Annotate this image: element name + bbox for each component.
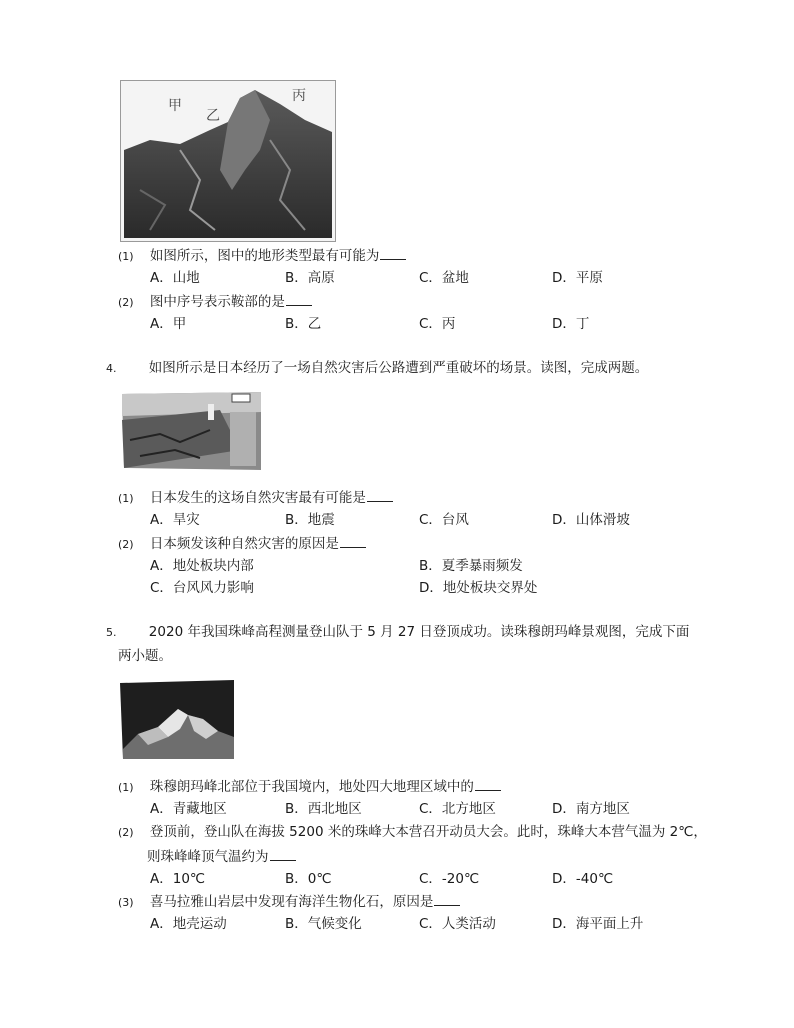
- q5-sub1-text: 珠穆朗玛峰北部位于我国境内，地处四大地理区域中的: [149, 779, 474, 795]
- answer-blank[interactable]: [367, 488, 393, 502]
- mountain-terrain-image: [120, 80, 336, 242]
- q3-sub1: [118, 246, 406, 266]
- q5-sub2-text-line1: 登顶前，登山队在海拔 5200 米的珠峰大本营召开动员大会。此时，珠峰大本营气温为 2℃，: [149, 824, 707, 840]
- q4-num: 4.: [106, 362, 117, 375]
- answer-blank[interactable]: [475, 777, 501, 791]
- answer-blank[interactable]: [434, 892, 460, 906]
- q5-sub2-num: (2): [118, 826, 134, 839]
- q5-sub2-option-a[interactable]: A．10℃: [150, 871, 206, 887]
- q3-sub1-option-b[interactable]: B．高原: [285, 270, 335, 286]
- everest-drawing: [118, 679, 236, 761]
- q4-sub2-num: (2): [118, 538, 134, 551]
- q5-sub1-option-a[interactable]: A．青藏地区: [150, 801, 227, 817]
- q5-sub1-option-b[interactable]: B．西北地区: [285, 801, 362, 817]
- q3-sub2-num: (2): [118, 296, 134, 309]
- q5-sub2-option-c[interactable]: C．-20℃: [419, 871, 480, 887]
- answer-blank[interactable]: [340, 534, 366, 548]
- q5-stem-line1: 2020 年我国珠峰高程测量登山队于 5 月 27 日登顶成功。读珠穆朗玛峰景观图，完成下面: [148, 624, 690, 640]
- q4-sub2: [118, 534, 366, 554]
- q4-sub1-text: 日本发生的这场自然灾害最有可能是: [149, 490, 366, 506]
- q3-sub2-option-a[interactable]: A．甲: [150, 316, 187, 332]
- mountain-terrain-drawing: [120, 80, 336, 242]
- q3-sub1-option-c[interactable]: C．盆地: [419, 270, 469, 286]
- q3-sub2-text: 图中序号表示鞍部的是: [149, 294, 285, 310]
- q5-sub2-option-b[interactable]: B．0℃: [285, 871, 332, 887]
- q3-sub1-option-a[interactable]: A．山地: [150, 270, 200, 286]
- q4-sub1-option-c[interactable]: C．台风: [419, 512, 469, 528]
- q5-sub3-option-c[interactable]: C．人类活动: [419, 916, 496, 932]
- damaged-road-drawing: [120, 390, 263, 472]
- q5-sub3-option-a[interactable]: A．地壳运动: [150, 916, 227, 932]
- damaged-road-image: [120, 390, 263, 472]
- q5-stem: [106, 623, 689, 642]
- q4-stem: [106, 359, 648, 378]
- q5-sub2: [118, 823, 707, 842]
- q5-sub1: [118, 777, 501, 797]
- q5-sub3-num: (3): [118, 896, 134, 909]
- q4-sub2-option-d[interactable]: D．地处板块交界处: [419, 580, 538, 596]
- q3-sub2-option-c[interactable]: C．丙: [419, 316, 456, 332]
- q5-sub2-text-line2: 则珠峰峰顶气温约为: [147, 849, 269, 865]
- q4-sub1-option-b[interactable]: B．地震: [285, 512, 335, 528]
- q4-stem-text: 如图所示是日本经历了一场自然灾害后公路遭到严重破坏的场景。读图，完成两题。: [148, 360, 649, 376]
- q4-sub1-num: (1): [118, 492, 134, 505]
- everest-image: [118, 679, 236, 761]
- label-yi: 乙: [206, 108, 220, 124]
- q3-sub1-text: 如图所示，图中的地形类型最有可能为: [149, 248, 380, 264]
- q5-sub1-num: (1): [118, 781, 134, 794]
- q5-sub3: [118, 892, 460, 912]
- q4-sub2-option-c[interactable]: C．台风风力影响: [150, 580, 254, 596]
- label-bing: 丙: [292, 88, 306, 104]
- q5-sub2-line2: [147, 847, 296, 866]
- q5-sub3-text: 喜马拉雅山岩层中发现有海洋生物化石，原因是: [149, 894, 434, 910]
- q3-sub1-num: (1): [118, 250, 134, 263]
- q5-sub1-option-d[interactable]: D．南方地区: [552, 801, 630, 817]
- label-jia: 甲: [168, 98, 182, 114]
- answer-blank[interactable]: [286, 292, 312, 306]
- q5-stem-line2: 两小题。: [118, 648, 172, 664]
- q5-sub2-option-d[interactable]: D．-40℃: [552, 871, 614, 887]
- q3-sub2-option-b[interactable]: B．乙: [285, 316, 322, 332]
- q5-sub3-option-d[interactable]: D．海平面上升: [552, 916, 644, 932]
- q3-sub1-option-d[interactable]: D．平原: [552, 270, 603, 286]
- q4-sub2-option-a[interactable]: A．地处板块内部: [150, 558, 254, 574]
- q4-sub2-option-b[interactable]: B．夏季暴雨频发: [419, 558, 523, 574]
- q4-sub2-text: 日本频发该种自然灾害的原因是: [149, 536, 339, 552]
- answer-blank[interactable]: [270, 847, 296, 861]
- q5-num: 5.: [106, 626, 117, 639]
- answer-blank[interactable]: [380, 246, 406, 260]
- q4-sub1-option-d[interactable]: D．山体滑坡: [552, 512, 630, 528]
- q5-sub1-option-c[interactable]: C．北方地区: [419, 801, 496, 817]
- q5-sub3-option-b[interactable]: B．气候变化: [285, 916, 362, 932]
- q4-sub1-option-a[interactable]: A．旱灾: [150, 512, 200, 528]
- q3-sub2: [118, 292, 312, 312]
- q3-sub2-option-d[interactable]: D．丁: [552, 316, 590, 332]
- q4-sub1: [118, 488, 393, 508]
